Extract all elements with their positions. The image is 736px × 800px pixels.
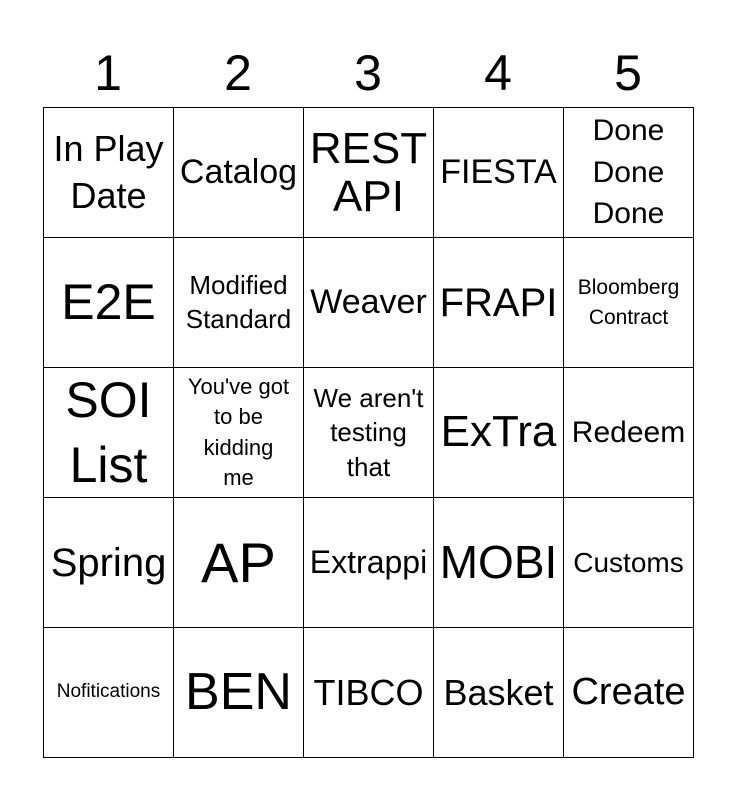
bingo-cell-label: Modified Standard — [185, 269, 292, 334]
column-header-3: 3 — [354, 45, 382, 101]
column-header-5: 5 — [614, 45, 642, 101]
bingo-cell-label: TIBCO — [313, 671, 424, 713]
bingo-cell-label: MOBI — [439, 535, 558, 588]
bingo-cell[interactable] — [44, 238, 174, 368]
column-header-2: 2 — [224, 45, 252, 101]
bingo-cell[interactable] — [44, 368, 174, 498]
bingo-cell[interactable] — [564, 628, 694, 758]
bingo-cell-label: Bloomberg Contract — [577, 276, 680, 329]
bingo-cell-label: AP — [201, 530, 276, 594]
bingo-cell-label: FIESTA — [440, 153, 557, 192]
bingo-cell[interactable] — [434, 498, 564, 628]
bingo-cell[interactable] — [174, 498, 304, 628]
bingo-cell-label: Weaver — [310, 283, 427, 322]
bingo-cell[interactable] — [434, 368, 564, 498]
bingo-cell-label: Spring — [50, 540, 167, 585]
bingo-cell-label: ExTra — [440, 407, 557, 457]
bingo-cell[interactable] — [564, 238, 694, 368]
bingo-cell[interactable] — [304, 628, 434, 758]
bingo-cell[interactable] — [304, 108, 434, 238]
bingo-cell-label: E2E — [61, 274, 156, 330]
column-header-1: 1 — [94, 45, 122, 101]
bingo-cell[interactable] — [44, 108, 174, 238]
bingo-cell[interactable] — [304, 238, 434, 368]
bingo-cell[interactable] — [304, 498, 434, 628]
bingo-cell-label: FRAPI — [439, 280, 558, 325]
bingo-cell[interactable] — [434, 238, 564, 368]
bingo-cell[interactable] — [44, 628, 174, 758]
bingo-cell[interactable] — [434, 628, 564, 758]
bingo-cell[interactable] — [304, 368, 434, 498]
bingo-cell-label: Basket — [443, 671, 554, 713]
bingo-cell[interactable] — [174, 368, 304, 498]
bingo-cell-label: Create — [571, 670, 686, 713]
bingo-cell[interactable] — [174, 628, 304, 758]
bingo-cell-label: Extrappi — [309, 544, 428, 581]
bingo-cell-label: We aren't testing that — [313, 382, 424, 482]
bingo-cell-label: Redeem — [571, 415, 686, 449]
bingo-cell-label: Catalog — [179, 153, 298, 192]
bingo-cell-label: You've got to be kidding me — [187, 373, 290, 490]
bingo-cell[interactable] — [174, 108, 304, 238]
bingo-cell-label: BEN — [185, 662, 292, 721]
bingo-cell[interactable] — [44, 498, 174, 628]
bingo-cell-label: Done Done Done — [592, 114, 665, 231]
bingo-cell-label: Nofitications — [56, 681, 161, 703]
bingo-cell[interactable] — [564, 108, 694, 238]
bingo-cell[interactable] — [564, 368, 694, 498]
bingo-board — [43, 107, 694, 758]
bingo-cell-label: Customs — [573, 546, 684, 578]
bingo-cell[interactable] — [174, 238, 304, 368]
column-header-4: 4 — [484, 45, 512, 101]
bingo-cell-label: REST API — [309, 123, 428, 221]
bingo-cell-label: In Play Date — [53, 127, 164, 216]
column-header-row — [43, 40, 693, 106]
bingo-cell-label: SOI List — [65, 371, 152, 493]
bingo-cell[interactable] — [564, 498, 694, 628]
bingo-cell[interactable] — [434, 108, 564, 238]
